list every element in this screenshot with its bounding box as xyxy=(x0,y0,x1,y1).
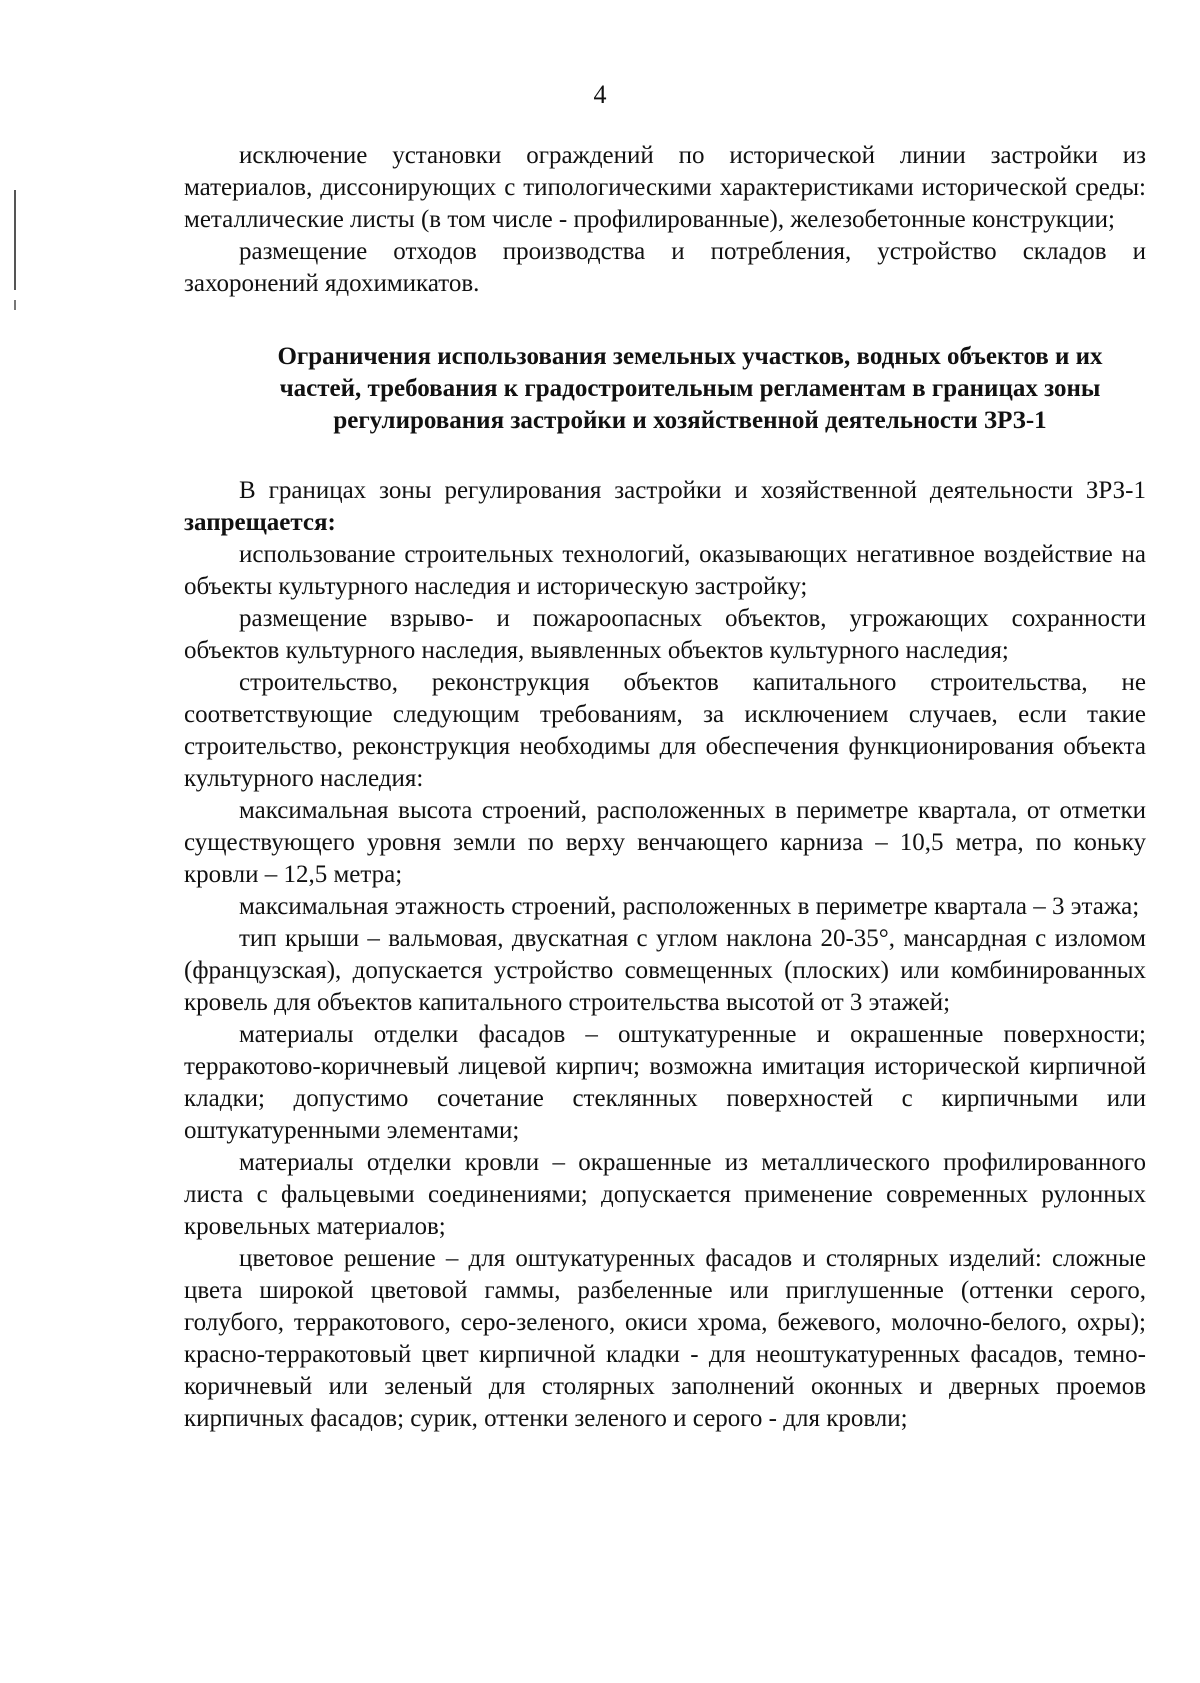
paragraph: материалы отделки кровли – окрашенные из металлического профилированного листа с фальцевыми соединениями; допускается применение современных рулонных кровельных материалов; xyxy=(184,1149,1146,1240)
paragraph: размещение взрыво- и пожароопасных объектов, угрожающих сохранности объектов культурного наследия, выявленных объектов культурного наследия; xyxy=(184,605,1146,664)
margin-scan-mark xyxy=(14,190,16,290)
paragraph: использование строительных технологий, оказывающих негативное воздействие на объекты культурного наследия и историческую застройку; xyxy=(184,541,1146,600)
page-number: 4 xyxy=(593,80,607,109)
spacer xyxy=(184,437,1146,475)
spacer xyxy=(184,300,1146,341)
section-heading: Ограничения использования земельных участков, водных объектов и их частей, требования к градостроительным регламентам в границах зоны регулирования застройки и хозяйственной деятельности ЗРЗ-1 xyxy=(277,343,1103,434)
paragraph: материалы отделки фасадов – оштукатуренные и окрашенные поверхности; терракотово-коричневый лицевой кирпич; возможна имитация исторической кирпичной кладки; допустимо сочетание стеклянных поверхностей с кирпичными или оштукатуренными элементами; xyxy=(184,1021,1146,1144)
paragraph: исключение установки ограждений по исторической линии застройки из материалов, диссонирующих с типологическими характеристиками исторической среды: металлические листы (в том числе - профилированные), железобетонные конструкции; xyxy=(184,142,1146,233)
intro-text: В границах зоны регулирования застройки и хозяйственной деятельности ЗРЗ-1 xyxy=(239,477,1146,504)
margin-scan-mark-small xyxy=(14,300,16,310)
paragraph: размещение отходов производства и потребления, устройство складов и захоронений ядохимикатов. xyxy=(184,238,1146,297)
paragraph: тип крыши – вальмовая, двускатная с углом наклона 20-35°, мансардная с изломом (французская), допускается устройство совмещенных (плоских) или комбинированных кровель для объектов капитального строительства высотой от 3 этажей; xyxy=(184,925,1146,1016)
intro-bold-text: запрещается: xyxy=(184,509,336,536)
document-body xyxy=(184,140,1146,1435)
paragraph: максимальная этажность строений, расположенных в периметре квартала – 3 этажа; xyxy=(239,893,1140,920)
intro-paragraph xyxy=(184,475,1146,539)
paragraph: цветовое решение – для оштукатуренных фасадов и столярных изделий: сложные цвета широкой цветовой гаммы, разбеленные или приглушенные (оттенки серого, голубого, терракотового, серо-зеленого, окиси хрома, бежевого, молочно-белого, охры); красно-терракотовый цвет кирпичной кладки - для неоштукатуренных фасадов, темно-коричневый или зеленый для столярных заполнений оконных и дверных проемов кирпичных фасадов; сурик, оттенки зеленого и серого - для кровли; xyxy=(184,1245,1146,1432)
paragraph: максимальная высота строений, расположенных в периметре квартала, от отметки существующего уровня земли по верху венчающего карниза – 10,5 метра, по коньку кровли – 12,5 метра; xyxy=(184,797,1146,888)
paragraph: строительство, реконструкция объектов капитального строительства, не соответствующие следующим требованиям, за исключением случаев, если такие строительство, реконструкция необходимы для обеспечения функционирования объекта культурного наследия: xyxy=(184,669,1146,792)
